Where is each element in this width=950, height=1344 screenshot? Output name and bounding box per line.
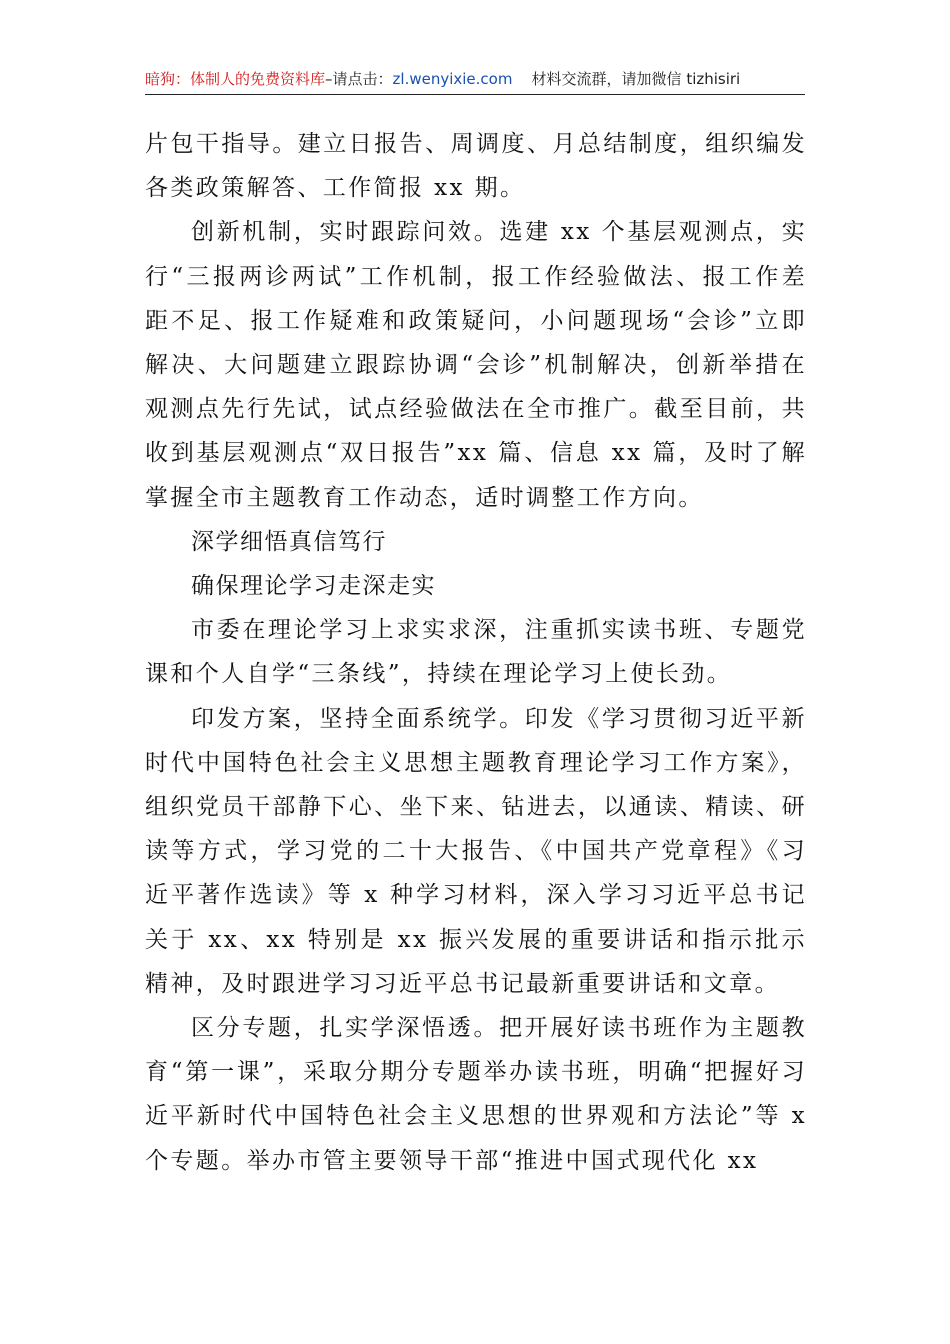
page-header [145,64,805,95]
header-click-prompt: –请点击： [325,70,393,88]
header-site-link[interactable]: zl.wenyixie.com [392,70,513,88]
paragraph-theory-study: 市委在理论学习上求实求深，注重抓实读书班、专题党课和个人自学“三条线”，持续在理论学习上使长劲。 [145,617,807,688]
header-site-name: 暗狗：体制人的免费资料库 [145,70,326,88]
paragraph-issue-plan: 印发方案，坚持全面系统学。印发《学习贯彻习近平新时代中国特色社会主义思想主题教育理论学习工作方案》，组织党员干部静下心、坐下来、钻进去，以通读、精读、研读等方式，学习党的二十大报告、《中国共产党章程》《习近平著作选读》等 x 种学习材料，深入学习习近平总书记关于 xx、xx 特别是 xx 振兴发展的重要讲话和指示批示精神，及时跟进学习习近平总书记最新重要讲话和文章。 [145,705,807,997]
section-heading-line1: 深学细悟真信笃行 [191,528,387,555]
section-heading-line2: 确保理论学习走深走实 [191,573,436,600]
paragraph-special-topics: 区分专题，扎实学深悟透。把开展好读书班作为主题教育“第一课”，采取分期分专题举办读书班，明确“把握好习近平新时代中国特色社会主义思想的世界观和方法论”等 x 个专题。举办市管主要领导干部“推进中国式现代化 xx [145,1015,807,1174]
document-body [145,122,807,1183]
paragraph-continued: 片包干指导。建立日报告、周调度、月总结制度，组织编发各类政策解答、工作简报 xx 期。 [145,131,807,202]
paragraph-innovation-mechanism: 创新机制，实时跟踪问效。选建 xx 个基层观测点，实行“三报两诊两试”工作机制，报工作经验做法、报工作差距不足、报工作疑难和政策疑问，小问题现场“会诊”立即解决、大问题建立跟踪协调“会诊”机制解决，创新举措在观测点先行先试，试点经验做法在全市推广。截至目前，共收到基层观测点“双日报告”xx 篇、信息 xx 篇，及时了解掌握全市主题教育工作动态，适时调整工作方向。 [145,219,807,511]
header-wechat-note: 材料交流群，请加微信 tizhisiri [531,70,741,88]
